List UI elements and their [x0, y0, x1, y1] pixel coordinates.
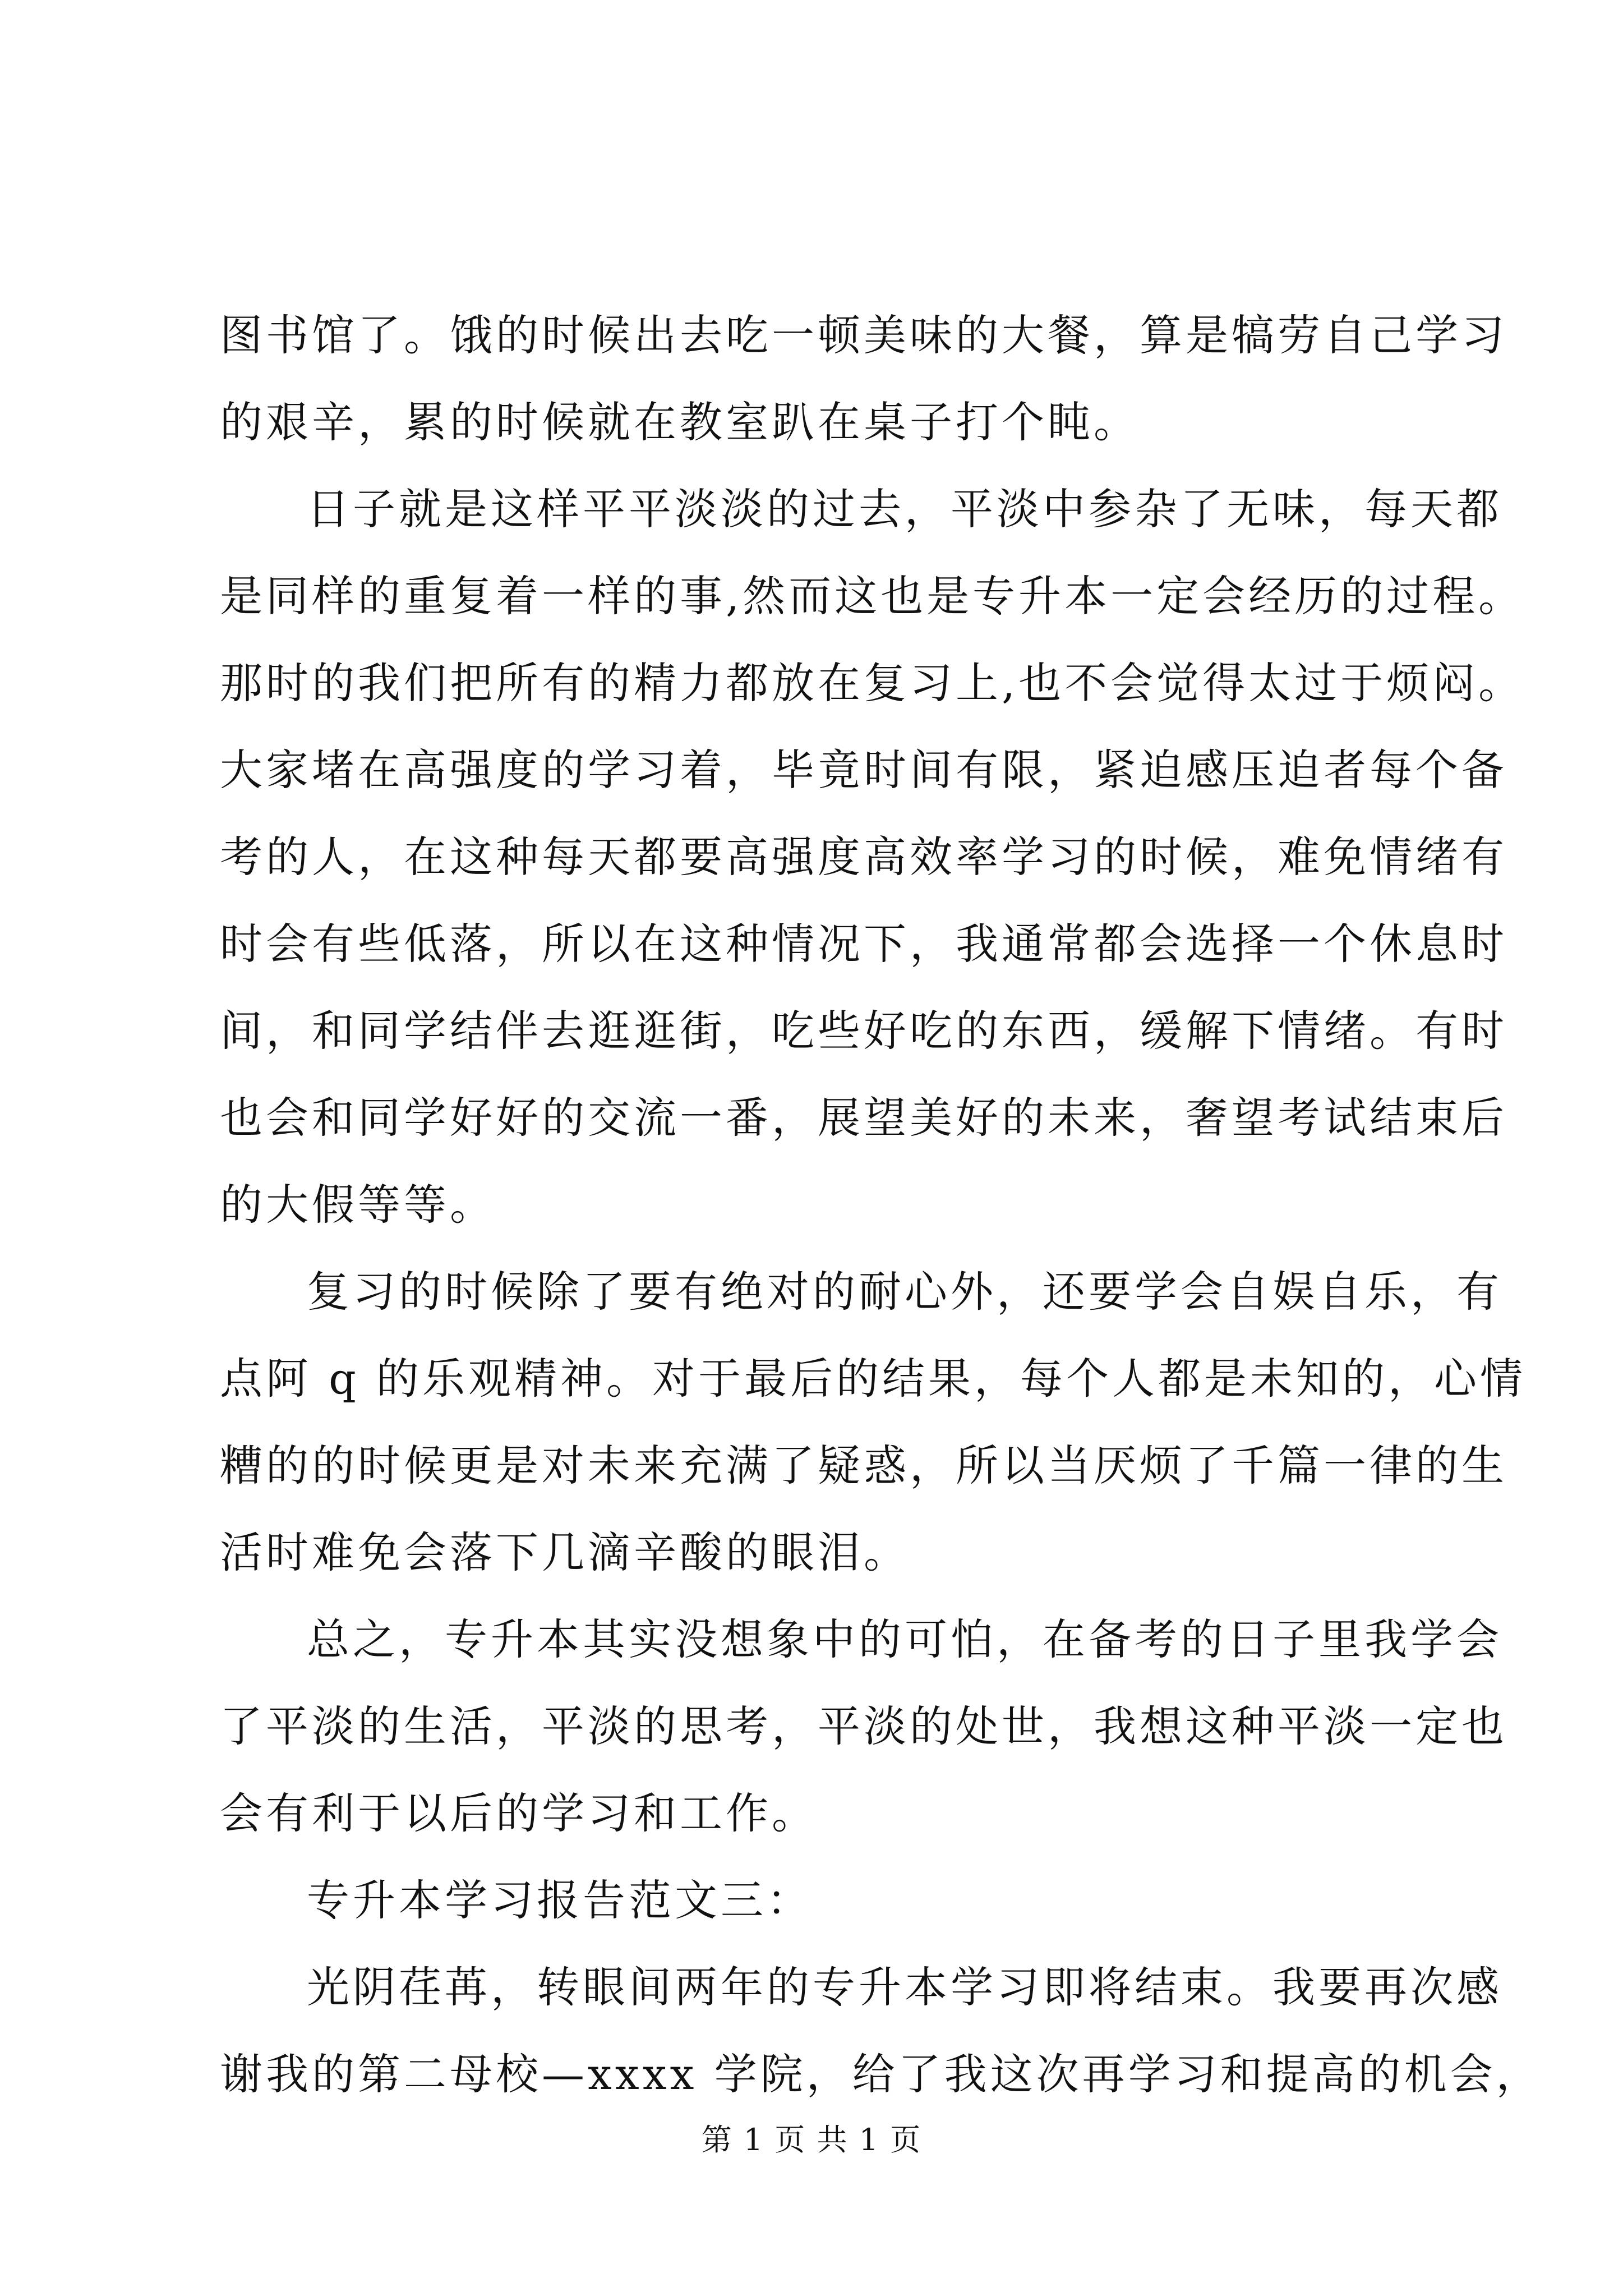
text-line: 点阿 q 的乐观精神。对于最后的结果，每个人都是未知的，心情 — [220, 1354, 1526, 1404]
paragraph-start-line: 光阴荏苒，转眼间两年的专升本学习即将结束。我要再次感 — [307, 1962, 1502, 2012]
text-line: 会有利于以后的学习和工作。 — [220, 1788, 818, 1838]
text-line: 时会有些低落，所以在这种情况下，我通常都会选择一个休息时 — [220, 919, 1507, 969]
page-footer: 第 1 页 共 1 页 — [701, 2122, 922, 2157]
section-heading: 专升本学习报告范文三： — [307, 1875, 813, 1925]
paragraph-start-line: 复习的时候除了要有绝对的耐心外，还要学会自娱自乐，有 — [307, 1267, 1502, 1317]
text-line: 那时的我们把所有的精力都放在复习上,也不会觉得太过于烦闷。 — [220, 658, 1525, 708]
text-line: 的大假等等。 — [220, 1180, 496, 1230]
document-body — [220, 292, 1542, 2118]
paragraph-start-line: 总之，专升本其实没想象中的可怕，在备考的日子里我学会 — [307, 1614, 1502, 1664]
text-line: 是同样的重复着一样的事,然而这也是专升本一定会经历的过程。 — [220, 571, 1525, 621]
text-line: 活时难免会落下几滴辛酸的眼泪。 — [220, 1527, 910, 1577]
text-line: 大家堵在高强度的学习着，毕竟时间有限，紧迫感压迫者每个备 — [220, 745, 1507, 795]
text-line: 间，和同学结伴去逛逛街，吃些好吃的东西，缓解下情绪。有时 — [220, 1006, 1507, 1056]
text-line: 也会和同学好好的交流一番，展望美好的未来，奢望考试结束后 — [220, 1093, 1507, 1143]
text-line: 的艰辛，累的时候就在教室趴在桌子打个盹。 — [220, 397, 1140, 447]
text-line: 谢我的第二母校—xxxx 学院，给了我这次再学习和提高的机会， — [220, 2049, 1542, 2099]
text-line: 考的人，在这种每天都要高强度高效率学习的时候，难免情绪有 — [220, 832, 1507, 882]
paragraph-start-line: 日子就是这样平平淡淡的过去，平淡中参杂了无味，每天都 — [307, 484, 1502, 534]
text-line: 糟的的时候更是对未来充满了疑惑，所以当厌烦了千篇一律的生 — [220, 1441, 1507, 1490]
text-line: 了平淡的生活，平淡的思考，平淡的处世，我想这种平淡一定也 — [220, 1701, 1507, 1751]
text-line: 图书馆了。饿的时候出去吃一顿美味的大餐，算是犒劳自己学习 — [220, 310, 1507, 360]
